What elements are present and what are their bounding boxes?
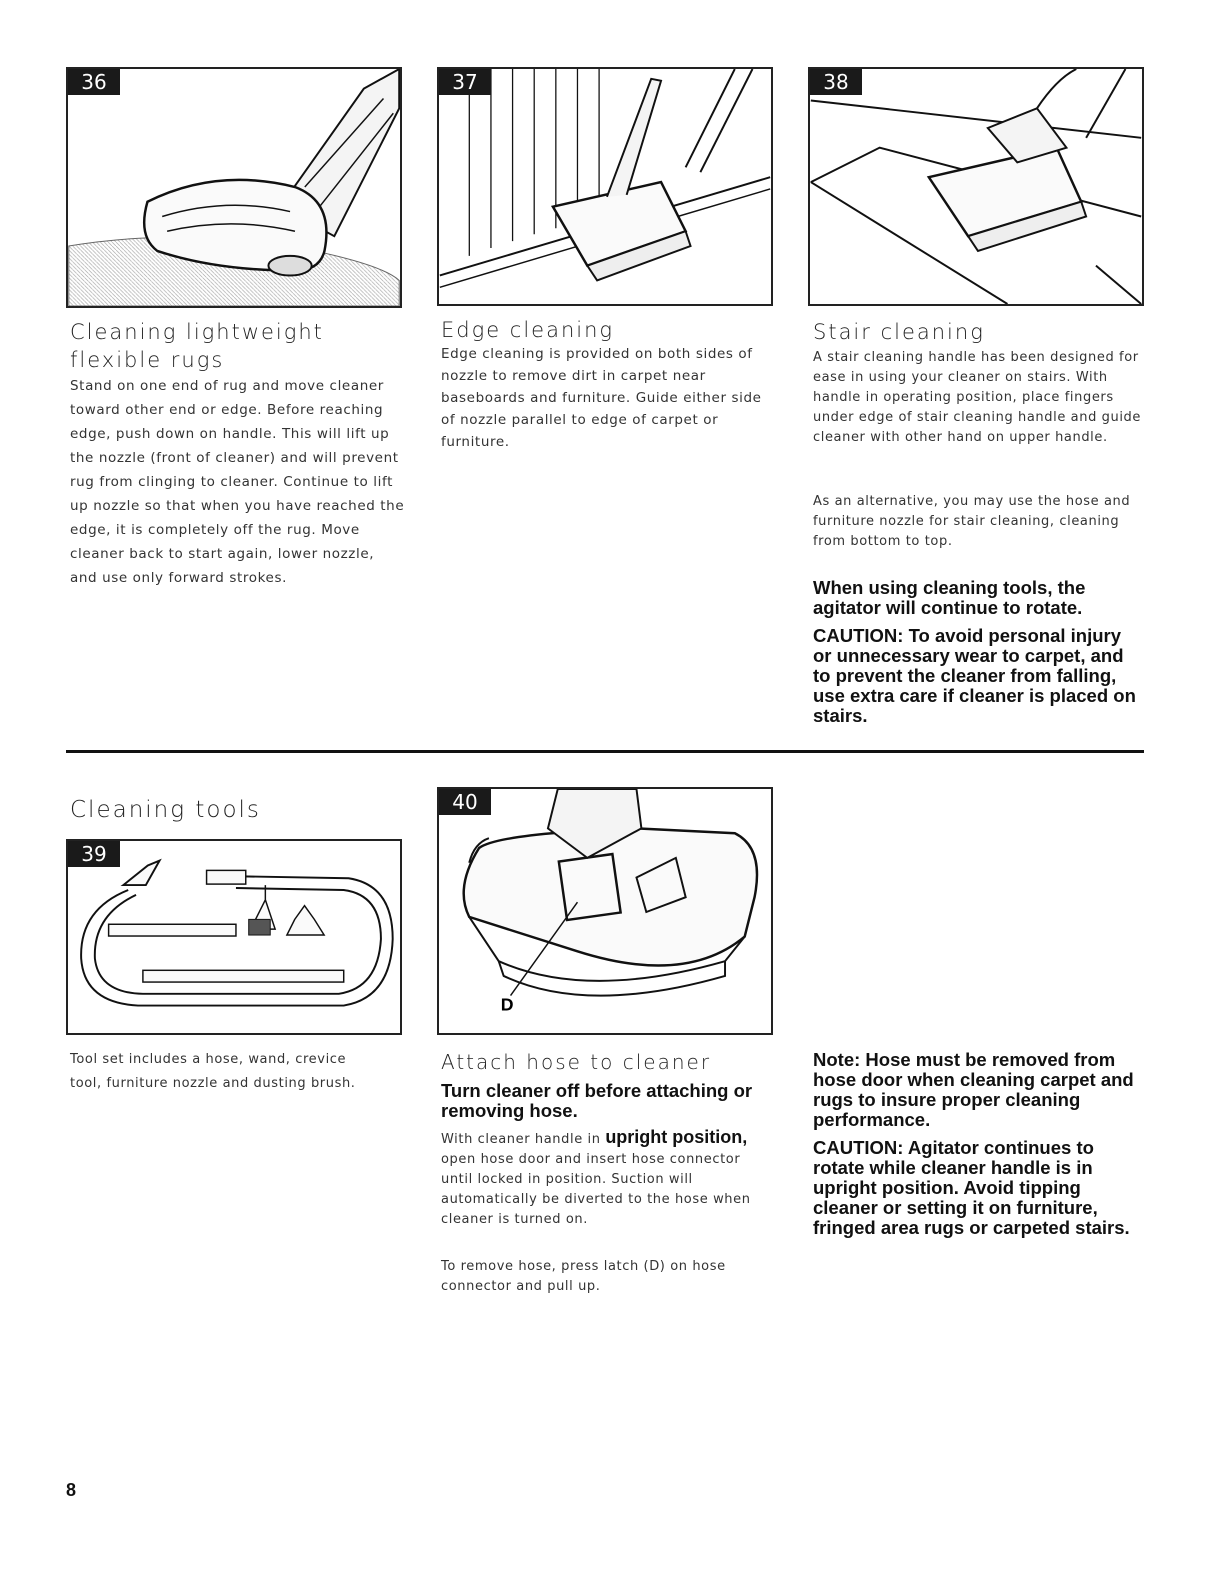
figure-number-badge: 40 — [439, 789, 491, 815]
attach-hose-text — [441, 1127, 771, 1230]
figure-38 — [808, 67, 1144, 306]
figure-39 — [66, 839, 402, 1035]
cleaning-tools-heading: Cleaning tools — [70, 797, 261, 823]
hose-removal-note: Note: Hose must be removed from hose door when cleaning carpet and rugs to insure proper cleaning performance. — [813, 1049, 1134, 1130]
attach-hose-illustration — [439, 789, 771, 1033]
figure-number-badge: 38 — [810, 69, 862, 95]
page-number: 8 — [66, 1480, 77, 1500]
figure-number-badge: 36 — [68, 69, 120, 95]
stair-cleaning-heading: Stair cleaning — [813, 320, 985, 344]
rug-cleaning-text: Stand on one end of rug and move cleaner toward other end or edge. Before reaching edge, push down on handle. This will lift up the nozzle (front of cleaner) and will prevent rug from clinging to cleaner. Continue to lift up nozzle so that when you have reached the edge, it is completely off the rug. Move cleaner back to start again, lower nozzle, and use only forward strokes. — [70, 378, 405, 586]
cleaning-tools-illustration — [68, 841, 400, 1033]
figure-number-badge: 39 — [68, 841, 120, 867]
upright-position-emphasis: upright position, — [605, 1127, 748, 1147]
figure-40 — [437, 787, 773, 1035]
cleaning-tools-text: Tool set includes a hose, wand, crevice tool, furniture nozzle and dusting brush. — [70, 1052, 356, 1091]
callout-label-d: D — [500, 994, 514, 1015]
figure-36 — [66, 67, 402, 308]
stair-cleaning-illustration — [810, 69, 1142, 304]
agitator-rotate-note: When using cleaning tools, the agitator will continue to rotate. — [813, 577, 1086, 618]
rug-cleaning-illustration — [68, 69, 400, 306]
agitator-caution: CAUTION: Agitator continues to rotate while cleaner handle is in upright position. Avoid tipping cleaner or setting it on furniture, fringed area rugs or carpeted stairs. — [813, 1137, 1130, 1238]
stair-cleaning-text: A stair cleaning handle has been designed for ease in using your cleaner on stairs. With handle in operating position, place fingers under edge of stair cleaning handle and guide cleaner with other hand on upper handle. — [813, 350, 1142, 445]
edge-cleaning-heading: Edge cleaning — [441, 318, 615, 342]
attach-text-post: open hose door and insert hose connector until locked in position. Suction will automatically be diverted to the hose when cleaner is turned on. — [441, 1152, 751, 1227]
stair-caution: CAUTION: To avoid personal injury or unnecessary wear to carpet, and to prevent the cleaner from falling, use extra care if cleaner is placed on stairs. — [813, 625, 1136, 726]
figure-37 — [437, 67, 773, 306]
remove-hose-text: To remove hose, press latch (D) on hose connector and pull up. — [441, 1259, 726, 1294]
attach-hose-heading: Attach hose to cleaner — [441, 1050, 712, 1074]
edge-cleaning-text: Edge cleaning is provided on both sides of nozzle to remove dirt in carpet near baseboards and furniture. Guide either side of nozzle parallel to edge of carpet or furniture. — [441, 346, 762, 450]
edge-cleaning-illustration — [439, 69, 771, 304]
heading-line-1: Cleaning lightweight — [70, 320, 324, 344]
figure-number-badge: 37 — [439, 69, 491, 95]
section-divider — [66, 750, 1144, 753]
attach-text-pre: With cleaner handle in — [441, 1132, 601, 1147]
heading-line-2: flexible rugs — [70, 348, 225, 372]
rug-cleaning-heading — [70, 318, 400, 374]
turn-off-warning: Turn cleaner off before attaching or removing hose. — [441, 1080, 753, 1121]
stair-alternative-text: As an alternative, you may use the hose and furniture nozzle for stair cleaning, cleaning from bottom to top. — [813, 494, 1131, 549]
